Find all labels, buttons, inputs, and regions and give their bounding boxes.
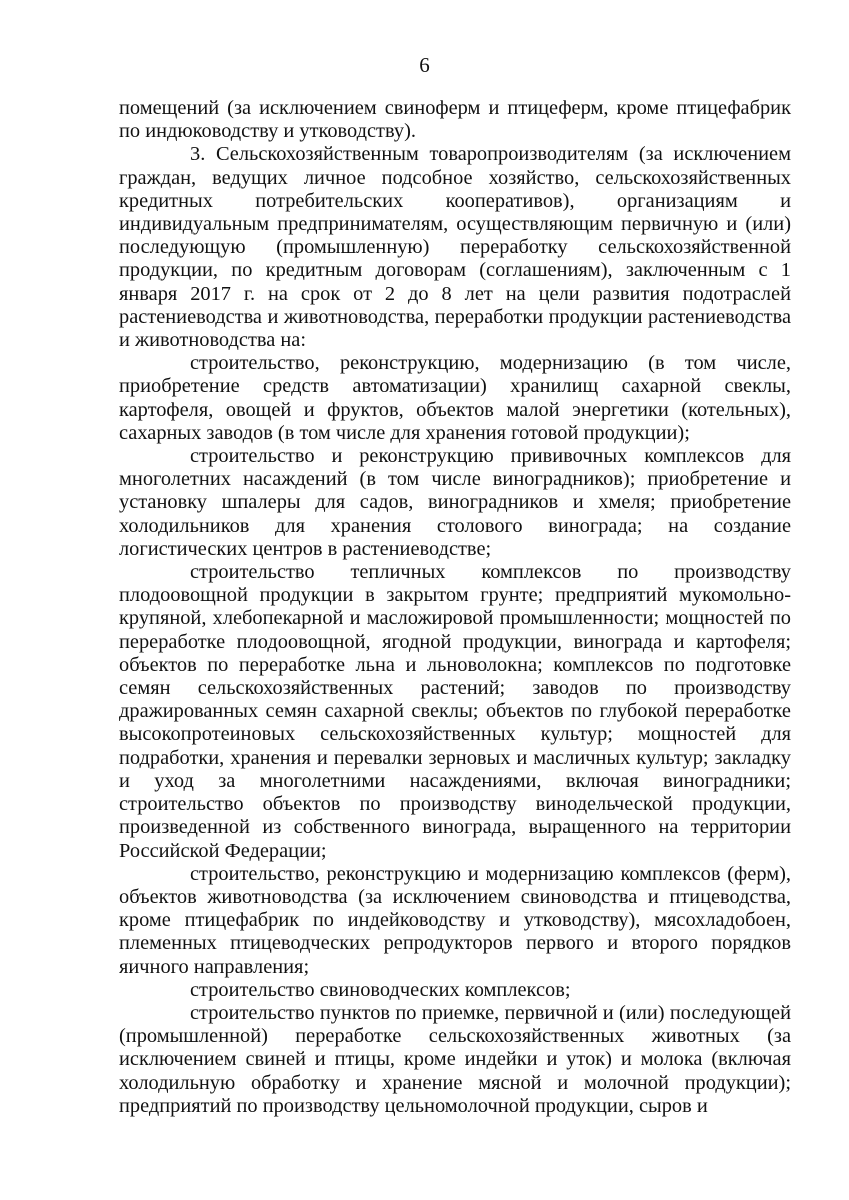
paragraph-continuation: помещений (за исключением свиноферм и птицеферм, кроме птицефабрик по индюководству и утководству). [119, 97, 791, 143]
paragraph-livestock-complexes: строительство, реконструкцию и модернизацию комплексов (ферм), объектов животноводства (за исключением свиноводства и птицеводства, кроме птицефабрик по индейководству и утководству), мясохладобоен, племенных птицеводческих репродукторов первого и второго порядков яичного направления; [119, 862, 791, 978]
page-number: 6 [419, 53, 430, 77]
document-body [119, 97, 791, 1118]
paragraph-storage-construction: строительство, реконструкцию, модернизацию (в том числе, приобретение средств автоматизации) хранилищ сахарной свеклы, картофеля, овощей и фруктов, объектов малой энергетики (котельных), сахарных заводов (в том числе для хранения готовой продукции); [119, 352, 791, 444]
paragraph-greenhouse-complexes: строительство тепличных комплексов по производству плодоовощной продукции в закрытом грунте; предприятий мукомольно-крупяной, хлебопекарной и масложировой промышленности; мощностей по переработке плодоовощной, ягодной продукции, винограда и картофеля; объектов по переработке льна и льноволокна; комплексов по подготовке семян сельскохозяйственных растений; заводов по производству дражированных семян сахарной свеклы; объектов по глубокой переработке высокопротеиновых сельскохозяйственных культур; мощностей для подработки, хранения и перевалки зерновых и масличных культур; закладку и уход за многолетними насаждениями, включая виноградники; строительство объектов по производству винодельческой продукции, произведенной из собственного винограда, выращенного на территории Российской Федерации; [119, 561, 791, 862]
paragraph-pig-complexes: строительство свиноводческих комплексов; [190, 978, 571, 1001]
paragraph-processing-points: строительство пунктов по приемке, первичной и (или) последующей (промышленной) переработке сельскохозяйственных животных (за исключением свиней и птицы, кроме индейки и уток) и молока (включая холодильную обработку и хранение мясной и молочной продукции); предприятий по производству цельномолочной продукции, сыров и [119, 1001, 791, 1117]
paragraph-grafting-complexes: строительство и реконструкцию прививочных комплексов для многолетних насаждений (в том числе виноградников); приобретение и установку шпалеры для садов, виноградников и хмеля; приобретение холодильников для хранения столового винограда; на создание логистических центров в растениеводстве; [119, 445, 791, 560]
paragraph-item-3: 3. Сельскохозяйственным товаропроизводителям (за исключением граждан, ведущих личное подсобное хозяйство, сельскохозяйственных кредитных потребительских кооперативов), организациям и индивидуальным предпринимателям, осуществляющим первичную и (или) последующую (промышленную) переработку сельскохозяйственной продукции, по кредитным договорам (соглашениям), заключенным с 1 января 2017 г. на срок от 2 до 8 лет на цели развития подотраслей растениеводства и животноводства, переработки продукции растениеводства и животноводства на: [119, 143, 791, 352]
